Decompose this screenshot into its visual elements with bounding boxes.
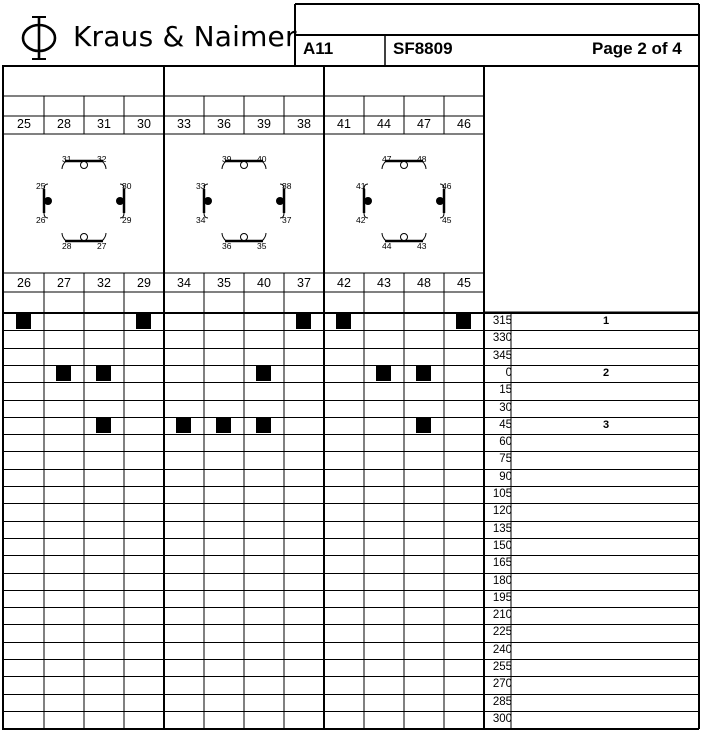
terminal-top-label: 38 bbox=[297, 117, 311, 131]
terminal-bottom-label: 27 bbox=[57, 276, 71, 290]
switch-angle-label: 285 bbox=[492, 696, 512, 708]
closed-contact-marker bbox=[136, 314, 151, 329]
contact-label: 47 bbox=[382, 154, 392, 164]
switch-angle-label: 195 bbox=[492, 592, 512, 604]
contact-point bbox=[44, 197, 52, 205]
contact-arc bbox=[382, 233, 386, 241]
contact-point bbox=[276, 197, 284, 205]
closed-contact-marker bbox=[376, 366, 391, 381]
switch-angle-label: 345 bbox=[492, 350, 512, 362]
switch-angle-label: 90 bbox=[499, 471, 512, 483]
terminal-top-label: 46 bbox=[457, 117, 471, 131]
contact-point bbox=[241, 234, 248, 241]
terminal-top-label: 28 bbox=[57, 117, 71, 131]
contact-point bbox=[81, 162, 88, 169]
contact-diagram bbox=[44, 161, 124, 241]
terminal-top-label: 47 bbox=[417, 117, 431, 131]
terminal-bottom-label: 43 bbox=[377, 276, 391, 290]
contact-arc bbox=[62, 233, 66, 241]
terminal-bottom-label: 34 bbox=[177, 276, 191, 290]
contact-label: 48 bbox=[417, 154, 427, 164]
terminal-top-label: 30 bbox=[137, 117, 151, 131]
contact-label: 27 bbox=[97, 241, 107, 251]
contact-point bbox=[364, 197, 372, 205]
switch-angle-label: 210 bbox=[492, 609, 512, 621]
terminal-bottom-label: 48 bbox=[417, 276, 431, 290]
contact-point bbox=[204, 197, 212, 205]
contact-arc bbox=[262, 233, 266, 241]
switch-angle-label: 300 bbox=[492, 713, 512, 725]
switch-angle-label: 120 bbox=[492, 505, 512, 517]
contact-label: 42 bbox=[356, 215, 366, 225]
switch-angle-label: 30 bbox=[499, 402, 512, 414]
contact-label: 44 bbox=[382, 241, 392, 251]
contact-label: 39 bbox=[222, 154, 232, 164]
switch-position-label: 3 bbox=[602, 419, 610, 431]
contact-label: 33 bbox=[196, 181, 206, 191]
closed-contact-marker bbox=[336, 314, 351, 329]
contact-label: 45 bbox=[442, 215, 452, 225]
contact-label: 41 bbox=[356, 181, 366, 191]
contact-point bbox=[81, 234, 88, 241]
contact-arc bbox=[102, 233, 106, 241]
switch-angle-label: 330 bbox=[492, 332, 512, 344]
switch-angle-label: 45 bbox=[499, 419, 512, 431]
terminal-top-label: 36 bbox=[217, 117, 231, 131]
terminal-top-label: 41 bbox=[337, 117, 351, 131]
closed-contact-marker bbox=[96, 366, 111, 381]
closed-contact-marker bbox=[256, 418, 271, 433]
drawing-number: SF8809 bbox=[393, 39, 453, 58]
switch-angle-label: 180 bbox=[492, 575, 512, 587]
contact-point bbox=[401, 162, 408, 169]
closed-contact-marker bbox=[56, 366, 71, 381]
switch-position-label: 2 bbox=[602, 367, 610, 379]
switch-angle-label: 15 bbox=[499, 384, 512, 396]
terminal-bottom-label: 40 bbox=[257, 276, 271, 290]
brand-name: Kraus & Naimer bbox=[73, 20, 297, 53]
contact-label: 30 bbox=[122, 181, 132, 191]
switch-angle-label: 150 bbox=[492, 540, 512, 552]
terminal-bottom-label: 45 bbox=[457, 276, 471, 290]
switch-angle-label: 240 bbox=[492, 644, 512, 656]
terminal-bottom-label: 29 bbox=[137, 276, 151, 290]
contact-label: 31 bbox=[62, 154, 72, 164]
contact-label: 28 bbox=[62, 241, 72, 251]
contact-point bbox=[436, 197, 444, 205]
switch-angle-label: 270 bbox=[492, 678, 512, 690]
terminal-top-label: 39 bbox=[257, 117, 271, 131]
switch-angle-label: 315 bbox=[492, 315, 512, 327]
contact-label: 35 bbox=[257, 241, 267, 251]
terminal-bottom-label: 32 bbox=[97, 276, 111, 290]
contact-point bbox=[401, 234, 408, 241]
switch-angle-label: 225 bbox=[492, 626, 512, 638]
contact-label: 32 bbox=[97, 154, 107, 164]
closed-contact-marker bbox=[16, 314, 31, 329]
contact-label: 29 bbox=[122, 215, 132, 225]
terminal-bottom-label: 26 bbox=[17, 276, 31, 290]
closed-contact-marker bbox=[216, 418, 231, 433]
terminal-bottom-label: 35 bbox=[217, 276, 231, 290]
closed-contact-marker bbox=[456, 314, 471, 329]
closed-contact-marker bbox=[256, 366, 271, 381]
contact-label: 25 bbox=[36, 181, 46, 191]
phi-logo-icon bbox=[18, 14, 62, 62]
contact-label: 38 bbox=[282, 181, 292, 191]
terminal-top-label: 33 bbox=[177, 117, 191, 131]
contact-label: 46 bbox=[442, 181, 452, 191]
switch-angle-label: 0 bbox=[505, 367, 512, 379]
switch-angle-label: 105 bbox=[492, 488, 512, 500]
contact-diagram bbox=[364, 161, 444, 241]
contact-point bbox=[241, 162, 248, 169]
terminal-top-label: 25 bbox=[17, 117, 31, 131]
page-indicator: Page 2 of 4 bbox=[592, 39, 682, 58]
closed-contact-marker bbox=[176, 418, 191, 433]
switch-angle-label: 60 bbox=[499, 436, 512, 448]
terminal-bottom-label: 37 bbox=[297, 276, 311, 290]
switch-angle-label: 255 bbox=[492, 661, 512, 673]
contact-label: 26 bbox=[36, 215, 46, 225]
contact-point bbox=[116, 197, 124, 205]
contact-label: 37 bbox=[282, 215, 292, 225]
type-code: A11 bbox=[303, 39, 334, 58]
contact-arc bbox=[222, 233, 226, 241]
switch-angle-label: 165 bbox=[492, 557, 512, 569]
contact-arc bbox=[422, 233, 426, 241]
contact-label: 40 bbox=[257, 154, 267, 164]
terminal-top-label: 44 bbox=[377, 117, 391, 131]
closed-contact-marker bbox=[296, 314, 311, 329]
closed-contact-marker bbox=[416, 418, 431, 433]
closed-contact-marker bbox=[416, 366, 431, 381]
contact-label: 34 bbox=[196, 215, 206, 225]
closed-contact-marker bbox=[96, 418, 111, 433]
terminal-top-label: 31 bbox=[97, 117, 111, 131]
terminal-bottom-label: 42 bbox=[337, 276, 351, 290]
switch-angle-label: 135 bbox=[492, 523, 512, 535]
contact-label: 43 bbox=[417, 241, 427, 251]
switch-position-label: 1 bbox=[602, 315, 610, 327]
contact-diagram bbox=[204, 161, 284, 241]
contact-label: 36 bbox=[222, 241, 232, 251]
switch-angle-label: 75 bbox=[499, 453, 512, 465]
